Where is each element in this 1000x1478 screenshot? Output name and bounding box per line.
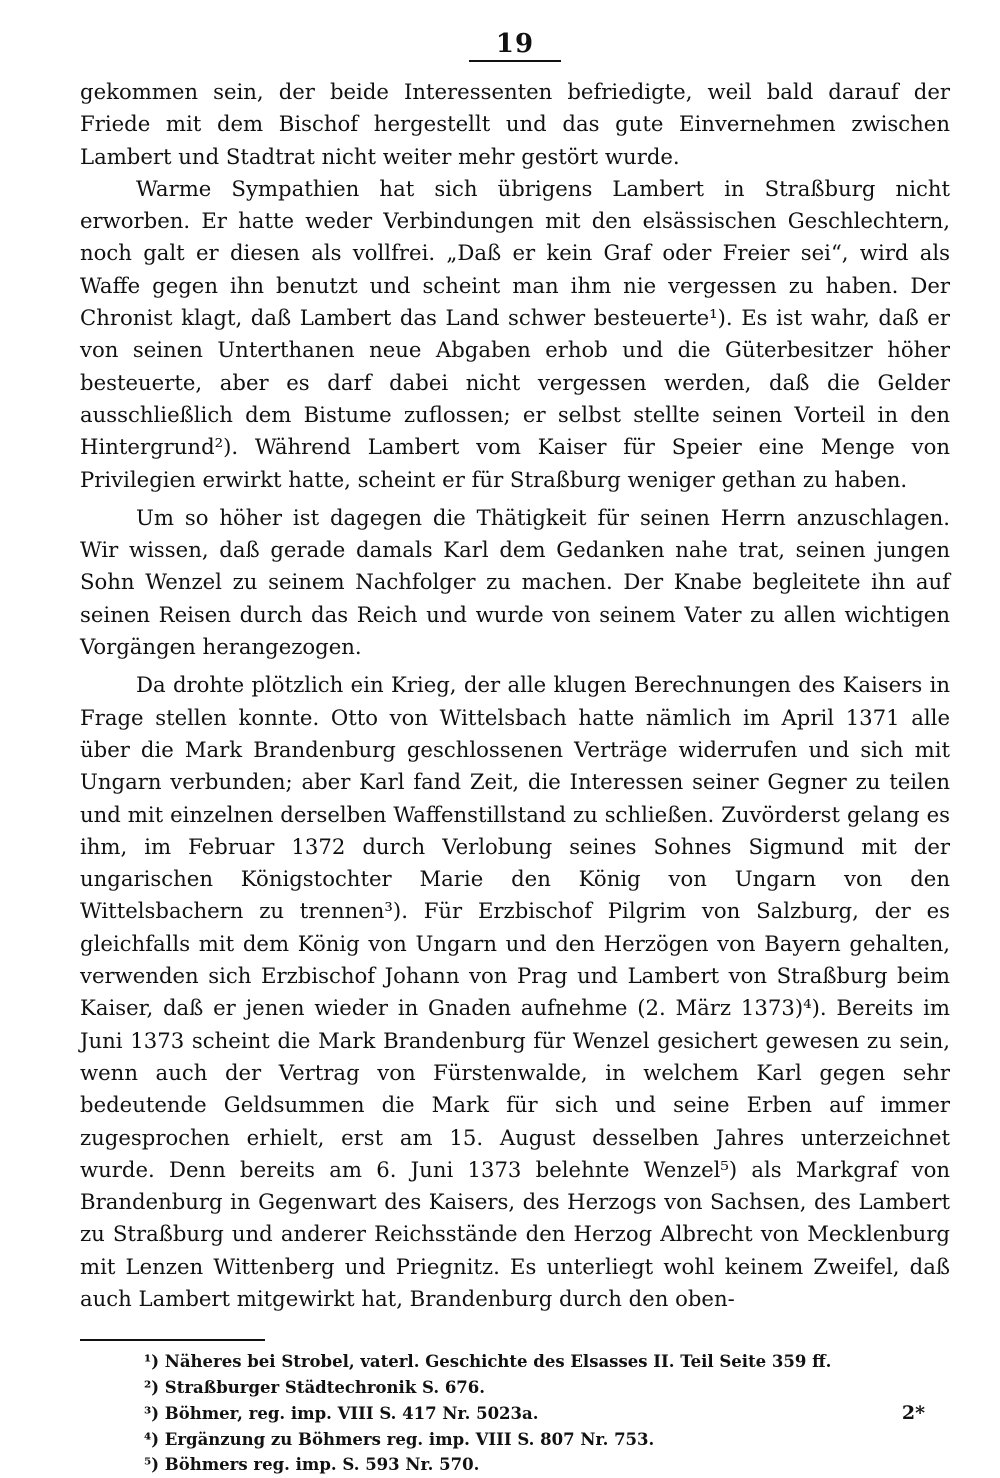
main-text bbox=[80, 76, 950, 1315]
paragraph-2: Warme Sympathien hat sich übrigens Lambert in Straßburg nicht erworben. Er hatte weder Verbindungen mit den elsässischen Geschlechtern, noch galt er diesen als vollfrei. „Daß er kein Graf oder Freier sei“, wird als Waffe gegen ihn benutzt und scheint man ihm nie vergessen zu haben. Der Chronist klagt, daß Lambert das Land schwer besteuerte¹). Es ist wahr, daß er von seinen Unterthanen neue Abgaben erhob und die Güterbesitzer höher besteuerte, aber es darf dabei nicht vergessen werden, daß die Gelder ausschließlich dem Bistume zuflossen; er selbst stellte seinen Vorteil in den Hintergrund²). Während Lambert vom Kaiser für Speier eine Menge von Privilegien erwirkt hatte, scheint er für Straßburg weniger gethan zu haben. bbox=[80, 175, 950, 492]
book-page bbox=[80, 28, 950, 1475]
page-number-rule bbox=[469, 60, 561, 62]
footnote-4: ⁴) Ergänzung zu Böhmers reg. imp. VIII S. 807 Nr. 753. bbox=[144, 1429, 655, 1449]
footnote-5: ⁵) Böhmers reg. imp. S. 593 Nr. 570. bbox=[144, 1455, 480, 1475]
footnote-3: ³) Böhmer, reg. imp. VIII S. 417 Nr. 5023a. bbox=[144, 1403, 539, 1423]
footnote-1: ¹) Näheres bei Strobel, vaterl. Geschichte des Elsasses II. Teil Seite 359 ff. bbox=[144, 1352, 832, 1372]
paragraph-4: Da drohte plötzlich ein Krieg, der alle klugen Berechnungen des Kaisers in Frage stellen konnte. Otto von Wittelsbach hatte nämlich im April 1371 alle über die Mark Brandenburg geschlossenen Verträge widerrufen und sich mit Ungarn verbunden; aber Karl fand Zeit, die Interessen seiner Gegner zu teilen und mit einzelnen derselben Waffenstillstand zu schließen. Zuvörderst gelang es ihm, im Februar 1372 durch Verlobung seines Sohnes Sigmund mit der ungarischen Königstochter Marie den König von Ungarn von den Wittelsbachern zu trennen³). Für Erzbischof Pilgrim von Salzburg, der es gleichfalls mit dem König von Ungarn und den Herzögen von Bayern gehalten, verwenden sich Erzbischof Johann von Prag und Lambert von Straßburg beim Kaiser, daß er jenen wieder in Gnaden aufnehme (2. März 1373)⁴). Bereits im Juni 1373 scheint die Mark Brandenburg für Wenzel gesichert gewesen zu sein, wenn auch der Vertrag von Fürstenwalde, in welchem Karl gegen sehr bedeutende Geldsummen die Mark für sich und seine Erben auf immer zugesprochen erhielt, erst am 15. August desselben Jahres unterzeichnet wurde. Denn bereits am 6. Juni 1373 belehnte Wenzel⁵) als Markgraf von Brandenburg in Gegenwart des Kaisers, des Herzogs von Sachsen, des Lambert zu Straßburg und anderer Reichsstände den Herzog Albrecht von Mecklenburg mit Lenzen Wittenberg und Priegnitz. Es unterliegt wohl keinem Zweifel, daß auch Lambert mitgewirkt hat, Brandenburg durch den oben- bbox=[80, 672, 950, 1311]
footnote-separator bbox=[80, 1339, 265, 1341]
paragraph-1: gekommen sein, der beide Interessenten befriedigte, weil bald darauf der Friede mit dem Bischof hergestellt und das gute Einvernehmen zwischen Lambert und Stadtrat nicht weiter mehr gestört wurde. bbox=[80, 79, 950, 169]
signature-mark: 2* bbox=[901, 1402, 925, 1424]
page-number: 19 bbox=[495, 29, 535, 59]
footnotes bbox=[80, 1349, 950, 1478]
paragraph-3: Um so höher ist dagegen die Thätigkeit für seinen Herrn anzuschlagen. Wir wissen, daß gerade damals Karl dem Gedanken nahe trat, seinen jungen Sohn Wenzel zu seinem Nachfolger zu machen. Der Knabe begleitete ihn auf seinen Reisen durch das Reich und wurde von seinem Vater zu allen wichtigen Vorgängen herangezogen. bbox=[80, 504, 950, 660]
footnote-2: ²) Straßburger Städtechronik S. 676. bbox=[144, 1378, 486, 1398]
